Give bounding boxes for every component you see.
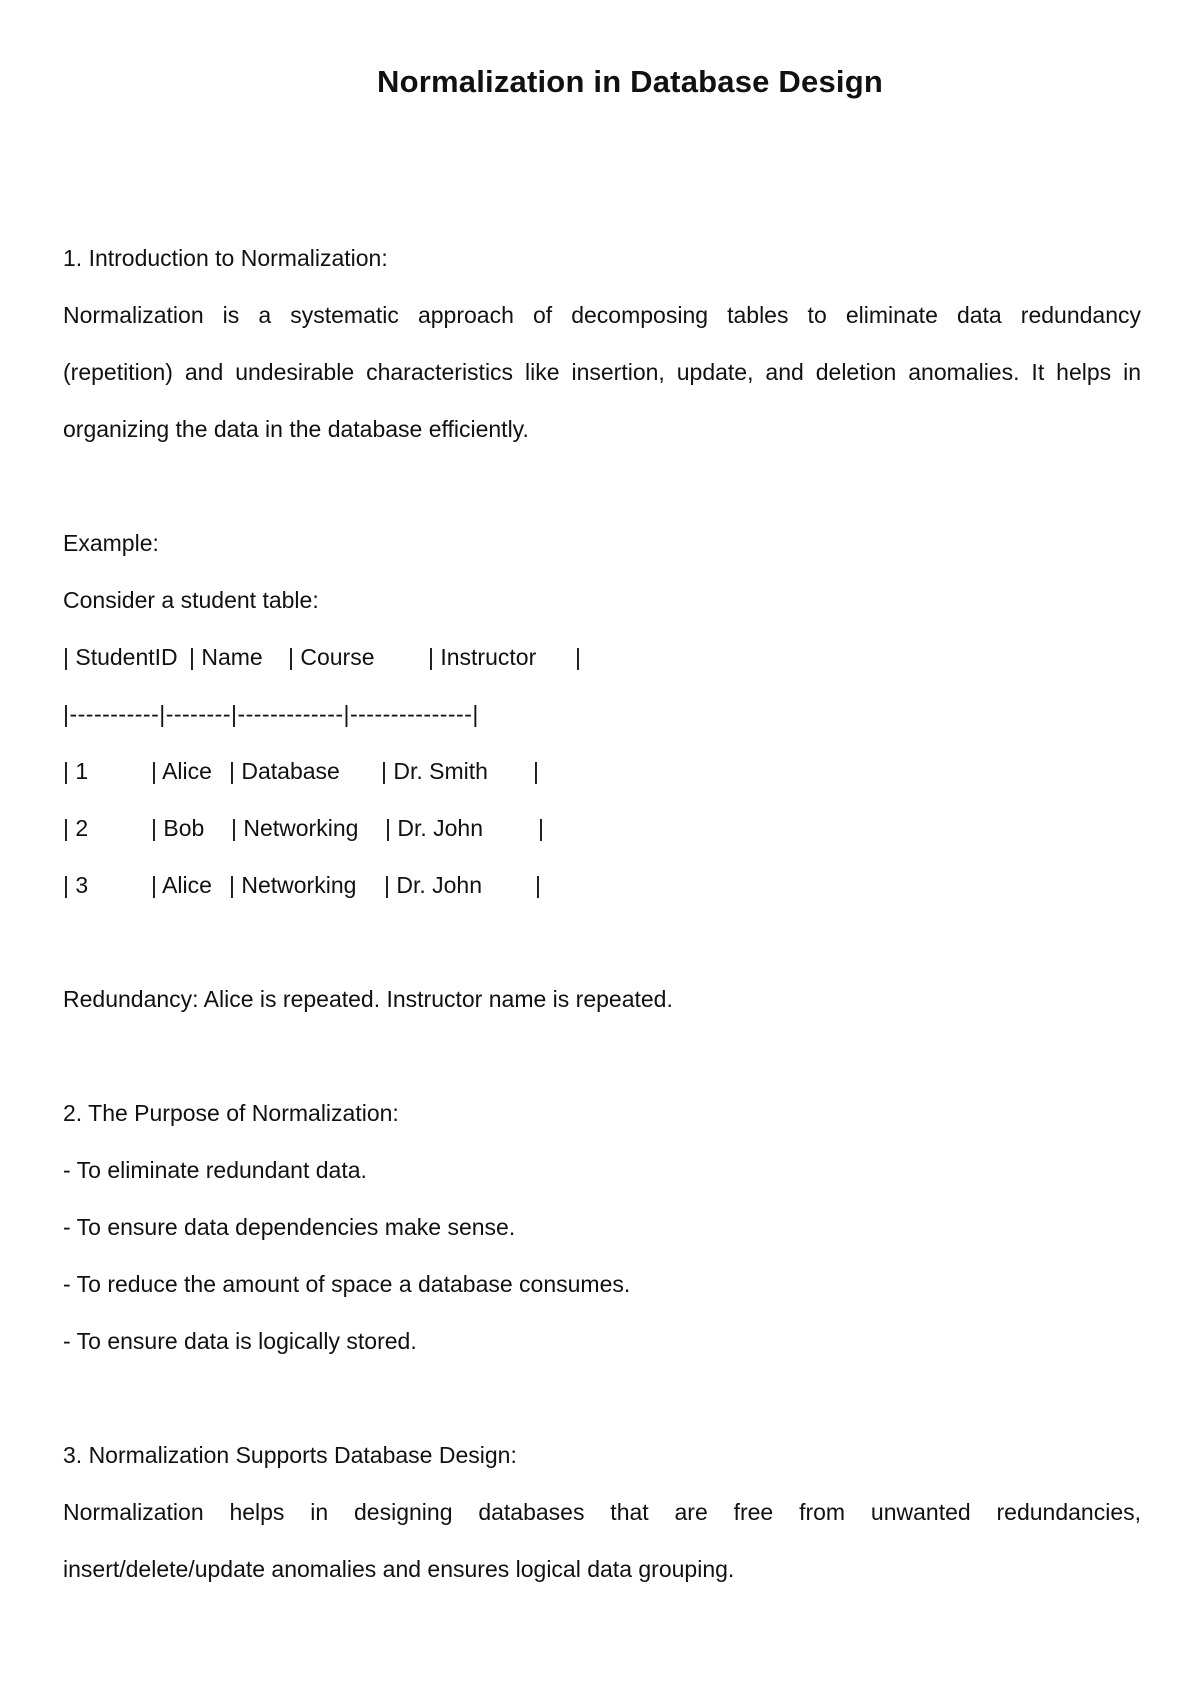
table-cell: | (535, 872, 541, 898)
purpose-list-item: - To eliminate redundant data. (63, 1157, 367, 1183)
section-3-heading: 3. Normalization Supports Database Design: (63, 1442, 517, 1468)
purpose-list-item: - To ensure data dependencies make sense. (63, 1214, 516, 1240)
page-title: Normalization in Database Design (377, 64, 883, 99)
section-1-heading: 1. Introduction to Normalization: (63, 245, 388, 271)
table-separator: |-----------|--------|-------------|---------------| (63, 701, 479, 727)
section-1-paragraph-line-1: Normalization is a systematic approach of decomposing tables to eliminate data redundancy (63, 302, 1141, 328)
table-row (63, 756, 663, 786)
table-row (63, 813, 663, 843)
purpose-list-item: - To reduce the amount of space a database consumes. (63, 1271, 631, 1297)
table-cell: | Database (229, 758, 340, 784)
table-cell: | 2 (63, 815, 89, 841)
example-label: Example: (63, 530, 159, 556)
table-header-cell: | StudentID (63, 644, 178, 670)
section-2-heading: 2. The Purpose of Normalization: (63, 1100, 399, 1126)
table-header-cell: | (575, 644, 581, 670)
table-cell: | Dr. Smith (381, 758, 488, 784)
table-header-row (63, 642, 663, 672)
table-cell: | Networking (229, 872, 357, 898)
table-cell: | 1 (63, 758, 89, 784)
redundancy-note: Redundancy: Alice is repeated. Instructor name is repeated. (63, 986, 673, 1012)
table-cell: | (538, 815, 544, 841)
table-header-cell: | Name (189, 644, 263, 670)
table-cell: | Alice (151, 758, 212, 784)
section-3-paragraph-line-2: insert/delete/update anomalies and ensures logical data grouping. (63, 1556, 735, 1582)
table-cell: | (533, 758, 539, 784)
table-row (63, 870, 663, 900)
section-1-paragraph-line-2: (repetition) and undesirable characteristics like insertion, update, and deletion anomalies. It helps in (63, 359, 1141, 385)
table-cell: | Networking (231, 815, 359, 841)
section-3-paragraph-line-1: Normalization helps in designing databases that are free from unwanted redundancies, (63, 1499, 1141, 1525)
table-cell: | 3 (63, 872, 89, 898)
table-header-cell: | Instructor (428, 644, 537, 670)
table-header-cell: | Course (288, 644, 375, 670)
section-1-paragraph-line-3: organizing the data in the database efficiently. (63, 416, 529, 442)
example-intro: Consider a student table: (63, 587, 319, 613)
table-cell: | Alice (151, 872, 212, 898)
table-cell: | Bob (151, 815, 205, 841)
table-cell: | Dr. John (384, 872, 483, 898)
purpose-list-item: - To ensure data is logically stored. (63, 1328, 417, 1354)
table-cell: | Dr. John (385, 815, 484, 841)
